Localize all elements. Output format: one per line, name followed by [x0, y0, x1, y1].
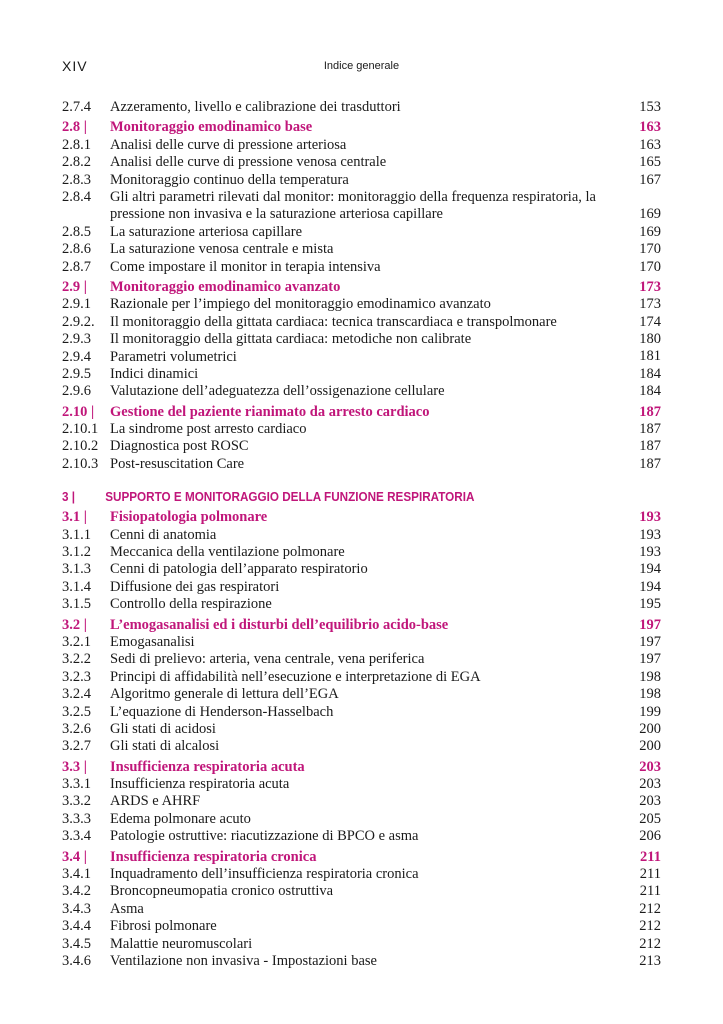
- toc-title: Gestione del paziente rianimato da arresto cardiaco: [110, 403, 430, 420]
- toc-entry[interactable]: [62, 383, 661, 400]
- toc-page-number: 203: [639, 758, 661, 775]
- toc-number: 2.8.4: [62, 188, 91, 205]
- toc-number: 2.10.1: [62, 421, 99, 438]
- toc-entry[interactable]: [62, 686, 661, 703]
- toc-title: Inquadramento dell’insufficienza respiratoria cronica: [110, 866, 419, 883]
- toc-number: 3.3.1: [62, 776, 91, 793]
- toc-title: Valutazione dell’adeguatezza dell’ossigenazione cellulare: [110, 383, 445, 400]
- toc-page-number: 212: [639, 918, 661, 935]
- toc-number: 2.8.1: [62, 136, 91, 153]
- toc-entry[interactable]: [62, 704, 661, 721]
- toc-title: Meccanica della ventilazione polmonare: [110, 544, 345, 561]
- toc-page-number: 193: [639, 509, 661, 526]
- toc-entry[interactable]: [62, 456, 661, 473]
- toc-title: Principi di affidabilità nell’esecuzione e interpretazione di EGA: [110, 668, 481, 685]
- toc-section-heading[interactable]: [62, 509, 661, 526]
- toc-entry[interactable]: [62, 936, 661, 953]
- toc-title: Sedi di prelievo: arteria, vena centrale, vena periferica: [110, 651, 425, 668]
- toc-title: Analisi delle curve di pressione venosa centrale: [110, 154, 387, 171]
- toc-page-number: 184: [639, 383, 661, 400]
- toc-chapter-heading[interactable]: [62, 488, 601, 506]
- toc-number: 2.9.2.: [62, 313, 95, 330]
- toc-title: L’equazione di Henderson-Hasselbach: [110, 703, 334, 720]
- toc-page-number: 153: [639, 98, 661, 115]
- toc-number: 2.9.6: [62, 383, 91, 400]
- toc-entry[interactable]: [62, 738, 661, 755]
- toc-title: Broncopneumopatia cronico ostruttiva: [110, 883, 334, 900]
- toc-title: Gli stati di alcalosi: [110, 738, 220, 755]
- toc-title: ARDS e AHRF: [110, 793, 201, 810]
- toc-number: 3.2.6: [62, 720, 91, 737]
- toc-title: Monitoraggio emodinamico base: [110, 119, 313, 136]
- toc-entry[interactable]: [62, 421, 661, 438]
- toc-page-number: 187: [639, 438, 661, 455]
- toc-title: Il monitoraggio della gittata cardiaca: tecnica transcardiaca e transpolmonare: [110, 313, 557, 330]
- toc-page-number: 213: [639, 952, 661, 969]
- toc-number: 2.9.5: [62, 365, 91, 382]
- toc-number: 3.3 |: [62, 758, 87, 775]
- toc-entry[interactable]: [62, 561, 661, 578]
- toc-title: Edema polmonare acuto: [110, 810, 251, 827]
- toc-title: Ventilazione non invasiva - Impostazioni base: [110, 953, 377, 969]
- toc-page-number: 200: [639, 738, 661, 755]
- toc-number: 2.8.6: [62, 241, 91, 258]
- toc-number: 2.9.4: [62, 348, 91, 365]
- toc-title: Analisi delle curve di pressione arteriosa: [110, 136, 347, 153]
- toc-number: 3.1.2: [62, 544, 91, 561]
- toc-page-number: 173: [639, 278, 661, 295]
- toc-title: Diffusione dei gas respiratori: [110, 578, 280, 595]
- toc-page-number: 193: [639, 544, 661, 560]
- toc-page-number: 187: [639, 403, 661, 420]
- toc-title: La saturazione arteriosa capillare: [110, 223, 303, 240]
- toc-number: 3.2.4: [62, 686, 91, 703]
- toc-page-number: 163: [639, 136, 661, 153]
- toc-entry[interactable]: [62, 331, 661, 348]
- toc-number: 3.2.3: [62, 668, 91, 685]
- toc-title: SUPPORTO E MONITORAGGIO DELLA FUNZIONE RESPIRATORIA: [105, 489, 475, 505]
- toc-title: Fisiopatologia polmonare: [110, 509, 268, 526]
- toc-section-heading[interactable]: [62, 279, 661, 296]
- toc-entry[interactable]: [62, 544, 661, 561]
- toc-number: 2.9 |: [62, 278, 87, 295]
- toc-entry[interactable]: [62, 154, 661, 171]
- toc-title: Parametri volumetrici: [110, 348, 237, 365]
- toc-section-heading[interactable]: [62, 617, 661, 634]
- toc-entry[interactable]: [62, 669, 661, 686]
- toc-entry[interactable]: [62, 366, 661, 383]
- toc-title: Il monitoraggio della gittata cardiaca: metodiche non calibrate: [110, 331, 472, 348]
- page-number: XIV: [62, 58, 88, 74]
- toc-title: L’emogasanalisi ed i disturbi dell’equilibrio acido-base: [110, 616, 449, 633]
- toc-title: Gli altri parametri rilevati dal monitor: monitoraggio della frequenza respiratoria, la pressione non invasiva e la saturazione arteriosa capillare: [110, 188, 596, 223]
- toc-title: Post-resuscitation Care: [110, 455, 245, 472]
- toc-entry[interactable]: [62, 866, 661, 883]
- toc-page-number: 174: [639, 313, 661, 330]
- toc-number: 3.2.7: [62, 738, 91, 755]
- toc-title: Emogasanalisi: [110, 633, 195, 650]
- toc-number: 2.9.1: [62, 296, 91, 313]
- toc-section-heading[interactable]: [62, 404, 661, 421]
- toc-page-number: 205: [639, 810, 661, 827]
- toc-entry[interactable]: [62, 651, 661, 668]
- toc-page-number: 200: [639, 720, 661, 737]
- page-header: [62, 58, 661, 78]
- toc-page-number: 211: [639, 883, 661, 900]
- toc-section-heading[interactable]: [62, 849, 661, 866]
- toc-entry[interactable]: [62, 828, 661, 845]
- toc-entry[interactable]: [62, 811, 661, 828]
- toc-entry[interactable]: [62, 918, 661, 935]
- toc-title: Indici dinamici: [110, 365, 199, 382]
- toc-page-number: 211: [640, 848, 661, 865]
- toc-number: 3.4 |: [62, 848, 87, 865]
- toc-page-number: 198: [639, 668, 661, 685]
- toc-title: Controllo della respirazione: [110, 596, 272, 613]
- toc-number: 2.8.5: [62, 223, 91, 240]
- toc-page-number: 170: [639, 258, 661, 275]
- toc-number: 3.1.4: [62, 578, 91, 595]
- toc-entry[interactable]: [62, 137, 661, 154]
- toc-page-number: 187: [639, 421, 661, 438]
- toc-title: Insufficienza respiratoria cronica: [110, 848, 317, 865]
- toc-number: 3.4.3: [62, 900, 91, 917]
- toc-page-number: 194: [639, 561, 661, 578]
- toc-number: 3.2.2: [62, 651, 91, 668]
- toc-section-heading[interactable]: [62, 759, 661, 776]
- toc-number: 3.2.5: [62, 703, 91, 720]
- toc-entry[interactable]: [62, 901, 661, 918]
- toc-title: La sindrome post arresto cardiaco: [110, 421, 307, 438]
- toc-entry[interactable]: [62, 241, 661, 258]
- toc-number: 3.3.3: [62, 810, 91, 827]
- toc-entry[interactable]: [62, 527, 661, 544]
- toc-title: Algoritmo generale di lettura dell’EGA: [110, 686, 339, 703]
- toc-entry[interactable]: [62, 953, 661, 970]
- toc-entry[interactable]: [62, 172, 661, 189]
- toc-title: Cenni di anatomia: [110, 526, 217, 543]
- toc-entry[interactable]: [62, 314, 661, 331]
- toc-title: Malattie neuromuscolari: [110, 935, 253, 952]
- toc-entry[interactable]: [62, 259, 661, 276]
- toc-title: Asma: [110, 900, 144, 917]
- toc-number: 3.3.4: [62, 828, 91, 845]
- toc-number: 3.2.1: [62, 633, 91, 650]
- toc-entry[interactable]: [62, 721, 661, 738]
- toc-page-number: 203: [639, 793, 661, 810]
- toc-page-number: 193: [639, 526, 661, 543]
- toc-number: 3 |: [62, 489, 76, 505]
- toc-page-number: 206: [639, 828, 661, 845]
- toc-entry[interactable]: [62, 296, 661, 313]
- toc-entry[interactable]: [62, 776, 661, 793]
- toc-entry[interactable]: [62, 579, 661, 596]
- toc-entry[interactable]: [62, 634, 661, 651]
- toc-entry[interactable]: [62, 883, 661, 900]
- toc-number: 3.1.3: [62, 561, 91, 578]
- toc-title: Monitoraggio continuo della temperatura: [110, 171, 349, 188]
- running-title: Indice generale: [323, 60, 400, 72]
- toc-number: 3.1.1: [62, 526, 91, 543]
- toc-number: 3.4.1: [62, 866, 91, 883]
- toc-page-number: 169: [639, 206, 661, 223]
- toc-title: Razionale per l’impiego del monitoraggio emodinamico avanzato: [110, 296, 491, 313]
- toc-page-number: 194: [639, 578, 661, 595]
- toc-number: 3.4.2: [62, 883, 91, 900]
- toc-number: 2.10.3: [62, 455, 99, 472]
- toc-section-heading[interactable]: [62, 119, 661, 136]
- toc-page-number: 211: [639, 866, 661, 883]
- toc-number: 3.3.2: [62, 793, 91, 810]
- toc-number: 3.4.5: [62, 935, 91, 952]
- toc-entry[interactable]: [62, 99, 661, 116]
- toc-entry[interactable]: [62, 596, 661, 613]
- toc-number: 3.1.5: [62, 596, 91, 613]
- table-of-contents: [62, 99, 661, 970]
- toc-title: Monitoraggio emodinamico avanzato: [110, 278, 341, 295]
- toc-number: 2.8.2: [62, 154, 91, 171]
- toc-title: Fibrosi polmonare: [110, 918, 217, 935]
- toc-title: Cenni di patologia dell’apparato respiratorio: [110, 561, 368, 578]
- toc-title: Azzeramento, livello e calibrazione dei trasduttori: [110, 99, 401, 115]
- toc-number: 2.10 |: [62, 403, 95, 420]
- toc-title: Gli stati di acidosi: [110, 720, 216, 737]
- toc-page-number: 197: [639, 633, 661, 650]
- toc-page-number: 187: [639, 455, 661, 472]
- toc-page-number: 170: [639, 241, 661, 258]
- toc-number: 3.4.6: [62, 953, 91, 969]
- toc-page-number: 167: [639, 171, 661, 188]
- toc-page-number: 199: [639, 703, 661, 720]
- toc-number: 3.2 |: [62, 616, 87, 633]
- toc-title: La saturazione venosa centrale e mista: [110, 241, 334, 258]
- toc-page-number: 173: [639, 296, 661, 313]
- toc-page-number: 197: [639, 651, 661, 668]
- toc-page-number: 197: [639, 616, 661, 633]
- toc-page-number: 181: [639, 348, 661, 365]
- toc-entry[interactable]: [62, 793, 661, 810]
- toc-entry[interactable]: [62, 349, 661, 366]
- toc-number: 2.10.2: [62, 438, 99, 455]
- toc-title: Insufficienza respiratoria acuta: [110, 758, 305, 775]
- toc-number: 3.4.4: [62, 918, 91, 935]
- toc-title: Insufficienza respiratoria acuta: [110, 776, 290, 793]
- toc-entry[interactable]: [62, 224, 661, 241]
- toc-number: 2.8 |: [62, 119, 87, 136]
- toc-number: 2.8.7: [62, 258, 91, 275]
- toc-page-number: 184: [639, 365, 661, 382]
- toc-number: 2.7.4: [62, 99, 91, 115]
- toc-page-number: 212: [639, 900, 661, 917]
- toc-title: Patologie ostruttive: riacutizzazione di BPCO e asma: [110, 828, 419, 845]
- toc-number: 2.8.3: [62, 171, 91, 188]
- toc-page-number: 198: [639, 686, 661, 703]
- toc-number: 2.9.3: [62, 331, 91, 348]
- toc-page-number: 163: [639, 119, 661, 136]
- toc-title: Diagnostica post ROSC: [110, 438, 249, 455]
- toc-page-number: 165: [639, 154, 661, 171]
- toc-title: Come impostare il monitor in terapia intensiva: [110, 258, 381, 275]
- toc-page-number: 212: [639, 935, 661, 952]
- toc-page-number: 169: [639, 223, 661, 240]
- toc-page-number: 203: [639, 776, 661, 793]
- toc-entry[interactable]: [62, 438, 661, 455]
- toc-page-number: 180: [639, 331, 661, 348]
- toc-entry[interactable]: [62, 189, 661, 224]
- toc-number: 3.1 |: [62, 509, 87, 526]
- toc-page-number: 195: [639, 596, 661, 613]
